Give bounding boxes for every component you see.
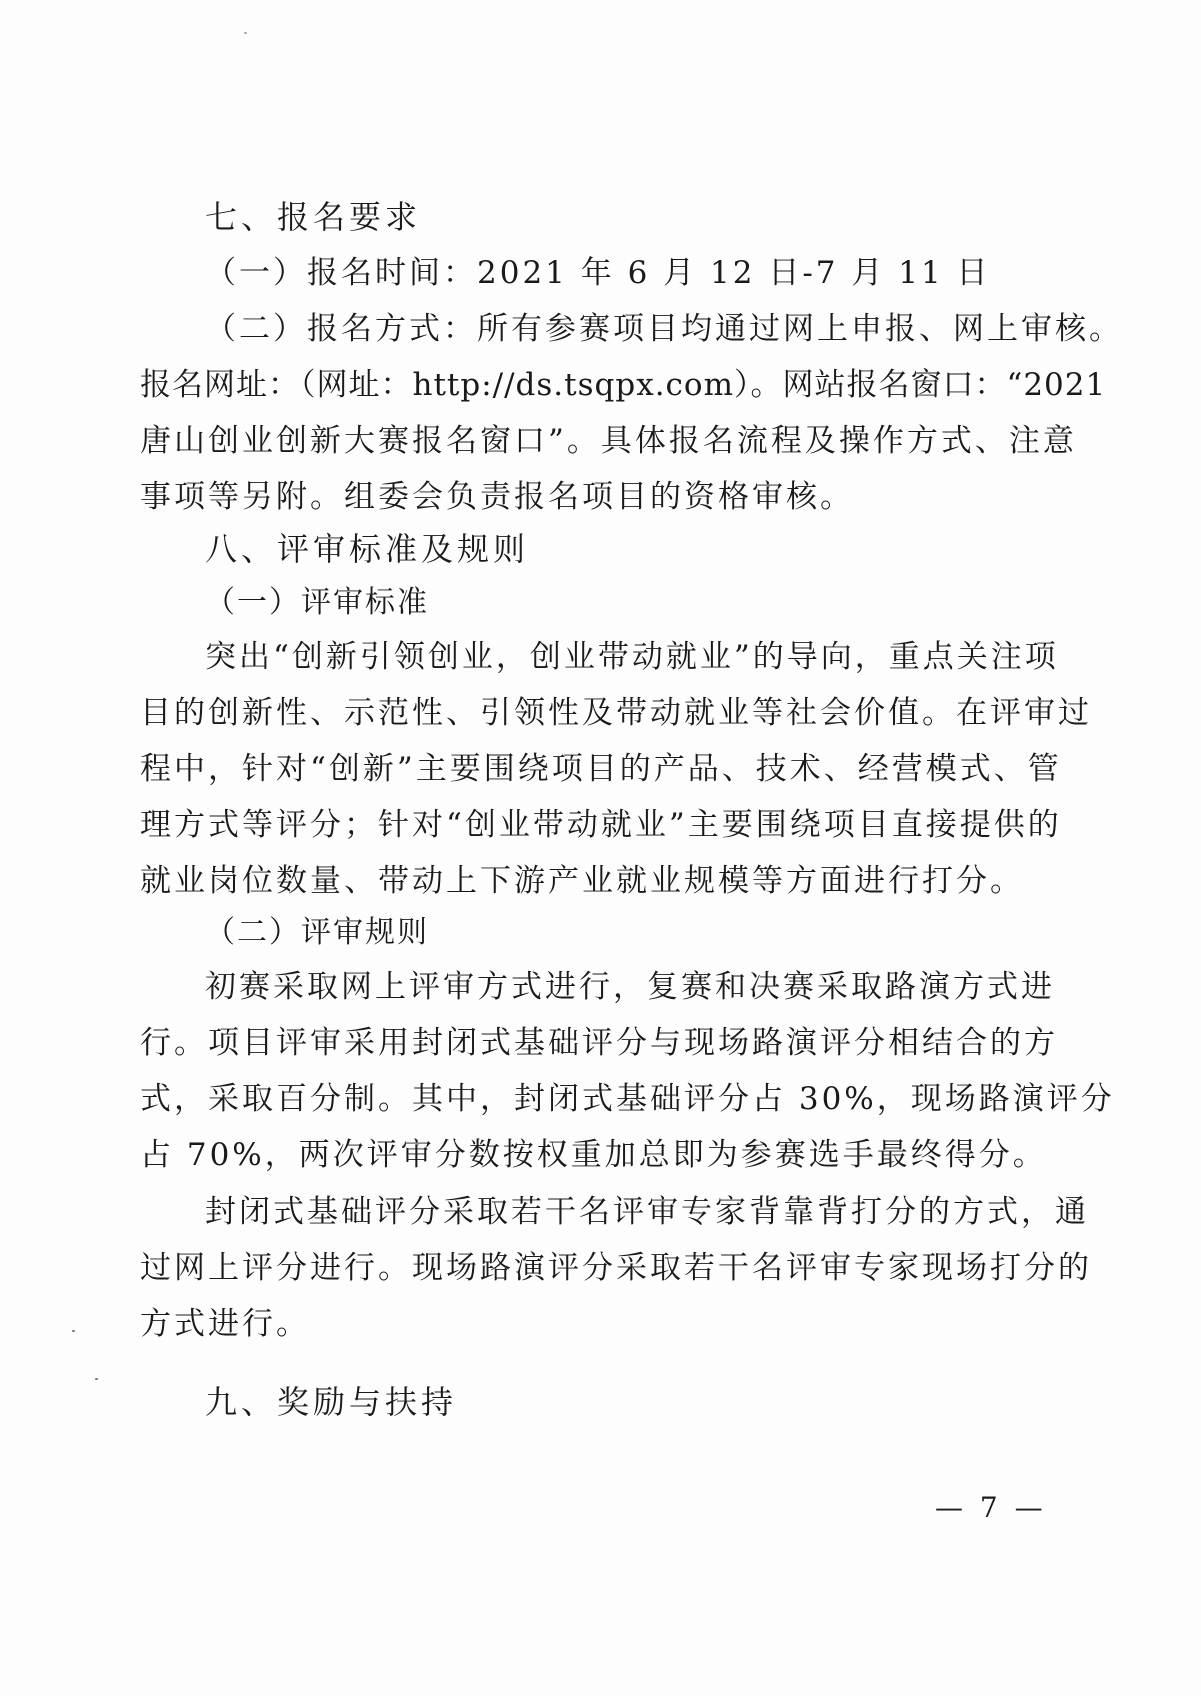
scan-speck bbox=[72, 1330, 75, 1332]
paragraph-line: 过网上评分进行。现场路演评分采取若干名评审专家现场打分的 bbox=[140, 1250, 1092, 1286]
paragraph-line: （一）报名时间：2021 年 6 月 12 日-7 月 11 日 bbox=[205, 255, 991, 291]
page-number: — 7 — bbox=[935, 1491, 1047, 1524]
paragraph-line: 理方式等评分；针对“创业带动就业”主要围绕项目直接提供的 bbox=[140, 807, 1062, 843]
section-heading-9: 九、奖励与扶持 bbox=[205, 1383, 458, 1421]
paragraph-line: 方式进行。 bbox=[140, 1306, 310, 1342]
paragraph-line: 封闭式基础评分采取若干名评审专家背靠背打分的方式，通 bbox=[205, 1194, 1089, 1230]
subsection-heading: （二）评审规则 bbox=[205, 915, 429, 950]
paragraph-line: 突出“创新引领创业，创业带动就业”的导向，重点关注项 bbox=[205, 639, 1059, 675]
paragraph-line: 初赛采取网上评审方式进行，复赛和决赛采取路演方式进 bbox=[205, 969, 1055, 1005]
paragraph-line: 占 70%，两次评审分数按权重加总即为参赛选手最终得分。 bbox=[140, 1137, 1047, 1173]
paragraph-line: 目的创新性、示范性、引领性及带动就业等社会价值。在评审过 bbox=[140, 695, 1092, 731]
section-heading-7: 七、报名要求 bbox=[205, 198, 422, 236]
paragraph-line: 事项等另附。组委会负责报名项目的资格审核。 bbox=[140, 479, 854, 515]
paragraph-line: 行。项目评审采用封闭式基础评分与现场路演评分相结合的方 bbox=[140, 1025, 1058, 1061]
paragraph-line: 唐山创业创新大赛报名窗口”。具体报名流程及操作方式、注意 bbox=[140, 423, 1077, 459]
scan-speck bbox=[244, 32, 247, 34]
section-heading-8: 八、评审标准及规则 bbox=[205, 530, 530, 568]
scan-speck bbox=[95, 1378, 98, 1380]
paragraph-line: 式，采取百分制。其中，封闭式基础评分占 30%，现场路演评分 bbox=[140, 1081, 1115, 1117]
paragraph-line: 程中，针对“创新”主要围绕项目的产品、技术、经营模式、管 bbox=[140, 751, 1062, 787]
paragraph-line: 报名网址：（网址：http://ds.tsqpx.com）。网站报名窗口：“2021 bbox=[140, 367, 1107, 403]
paragraph-line: 就业岗位数量、带动上下游产业就业规模等方面进行打分。 bbox=[140, 863, 1024, 899]
paragraph-line: （二）报名方式：所有参赛项目均通过网上申报、网上审核。 bbox=[205, 311, 1123, 347]
subsection-heading: （一）评审标准 bbox=[205, 585, 429, 620]
